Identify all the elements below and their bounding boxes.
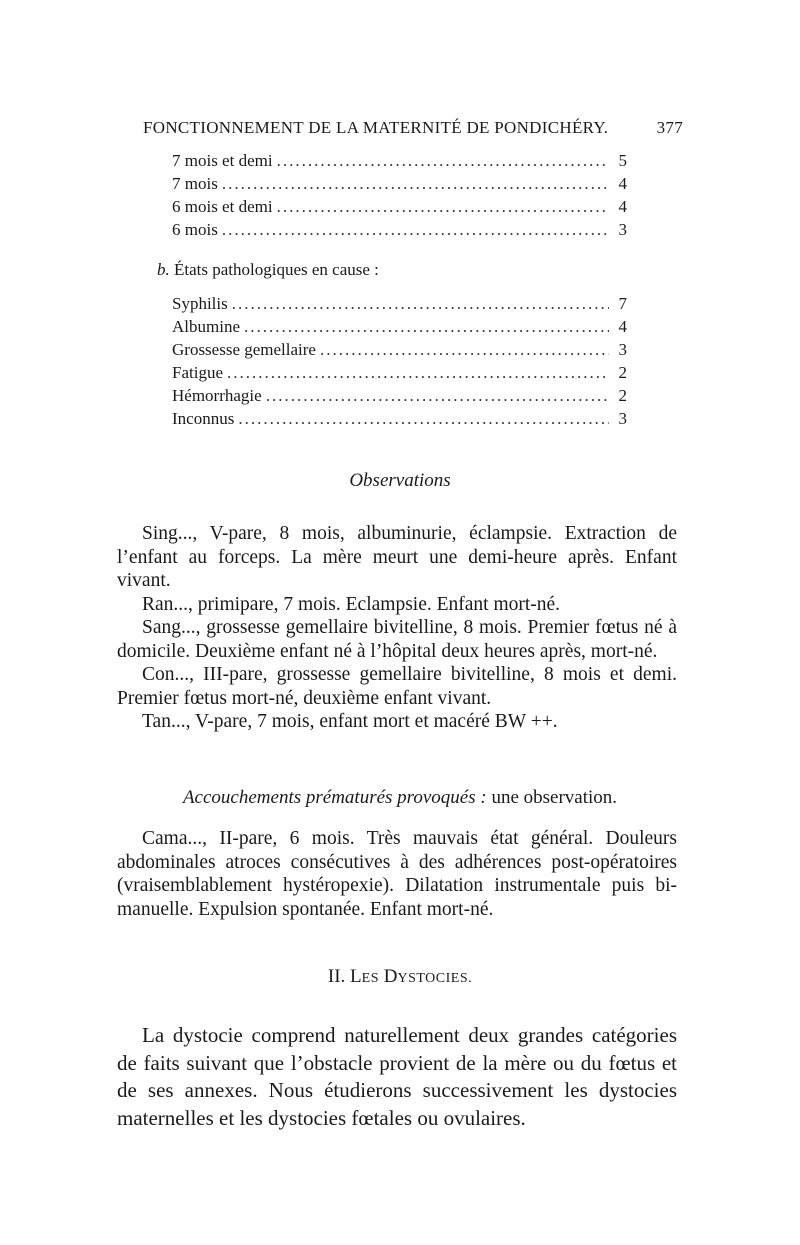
item-value: 2	[618, 363, 627, 382]
final-paragraph-block	[117, 1022, 677, 1132]
provoked-observation-block	[117, 827, 677, 921]
item-value: 4	[618, 174, 627, 193]
item-value: 7	[618, 294, 627, 313]
item-label: Inconnus	[172, 409, 235, 428]
list-item	[172, 151, 627, 174]
item-value: 4	[618, 197, 627, 216]
terms-list	[172, 151, 627, 243]
dot-leader	[277, 197, 609, 217]
list-item	[172, 340, 627, 363]
item-value: 2	[618, 386, 627, 405]
dot-leader	[244, 317, 609, 337]
dot-leader	[222, 174, 609, 194]
list-item	[172, 386, 627, 409]
observation-paragraph: Con..., III-pare, grossesse gemellaire bivitelline, 8 mois et demi. Premier fœtus mort-né, deuxième enfant vivant.	[117, 664, 677, 709]
section-heading	[0, 966, 800, 988]
section-word2-initial: D	[383, 966, 398, 987]
provoked-italic: Accouchements prématurés provoqués :	[182, 787, 487, 808]
observations-block	[117, 522, 677, 734]
observation-paragraph: Tan..., V-pare, 7 mois, enfant mort et macéré BW ++.	[142, 711, 558, 732]
list-item	[172, 220, 627, 243]
observation-paragraph: Ran..., primipare, 7 mois. Eclampsie. Enfant mort-né.	[142, 593, 561, 615]
section-word2-rest: YSTOCIES.	[397, 971, 473, 986]
section-word1-initial: L	[350, 966, 362, 987]
observation-paragraph: Cama..., II-pare, 6 mois. Très mauvais état général. Douleurs abdominales atroces consécutives à des adhérences post-opératoires (vraisemblablement hystéropexie). Dilatation instrumentale puis bi-manuelle. Expulsion spontanée. Enfant mort-né.	[117, 828, 677, 920]
dot-leader	[266, 386, 609, 406]
item-value: 3	[618, 340, 627, 359]
item-label: 7 mois	[172, 174, 218, 193]
item-label: Grossesse gemellaire	[172, 340, 316, 359]
observation-paragraph: Sang..., grossesse gemellaire bivitelline, 8 mois. Premier fœtus né à domicile. Deuxième enfant né à l’hôpital deux heures après, mort-né.	[117, 617, 677, 662]
item-label: 6 mois	[172, 220, 218, 239]
item-value: 3	[618, 409, 627, 428]
item-value: 3	[618, 220, 627, 239]
item-label: 6 mois et demi	[172, 197, 273, 216]
observation-paragraph: Sing..., V-pare, 8 mois, albuminurie, éclampsie. Extraction de l’enfant au forceps. La mère meurt une demi-heure après. Enfant vivant.	[117, 523, 677, 591]
item-value: 4	[618, 317, 627, 336]
item-label: Fatigue	[172, 363, 223, 382]
running-title: FONCTIONNEMENT DE LA MATERNITÉ DE PONDICHÉRY.	[143, 118, 609, 137]
observations-title: Observations	[349, 470, 451, 491]
list-item	[172, 317, 627, 340]
dot-leader	[320, 340, 609, 360]
dot-leader	[222, 220, 609, 240]
body-paragraph: La dystocie comprend naturellement deux grandes catégories de faits suivant que l’obstacle provient de la mère ou du fœtus et de ses annexes. Nous étudierons successivement les dystocies maternelles et les dystocies fœtales ou ovulaires.	[117, 1023, 677, 1130]
dot-leader	[232, 294, 609, 314]
dot-leader	[277, 151, 609, 171]
section-number: II.	[327, 966, 346, 987]
section-word1-rest: ES	[361, 971, 379, 986]
item-label: Hémorrhagie	[172, 386, 262, 405]
dot-leader	[238, 409, 609, 429]
list-item	[172, 409, 627, 432]
list-item	[172, 294, 627, 317]
item-label: Syphilis	[172, 294, 228, 313]
causes-heading-text: États pathologiques en cause :	[174, 260, 379, 279]
list-item	[172, 197, 627, 220]
list-item	[172, 174, 627, 197]
list-item	[172, 363, 627, 386]
provoked-rest: une observation.	[486, 787, 618, 808]
causes-list	[172, 294, 627, 432]
item-label: 7 mois et demi	[172, 151, 273, 170]
running-header	[143, 118, 683, 138]
causes-heading	[157, 260, 379, 280]
causes-marker: b.	[157, 260, 170, 279]
item-value: 5	[618, 151, 627, 170]
item-label: Albumine	[172, 317, 240, 336]
dot-leader	[227, 363, 609, 383]
provoked-heading	[0, 787, 800, 809]
page-number: 377	[656, 118, 683, 137]
